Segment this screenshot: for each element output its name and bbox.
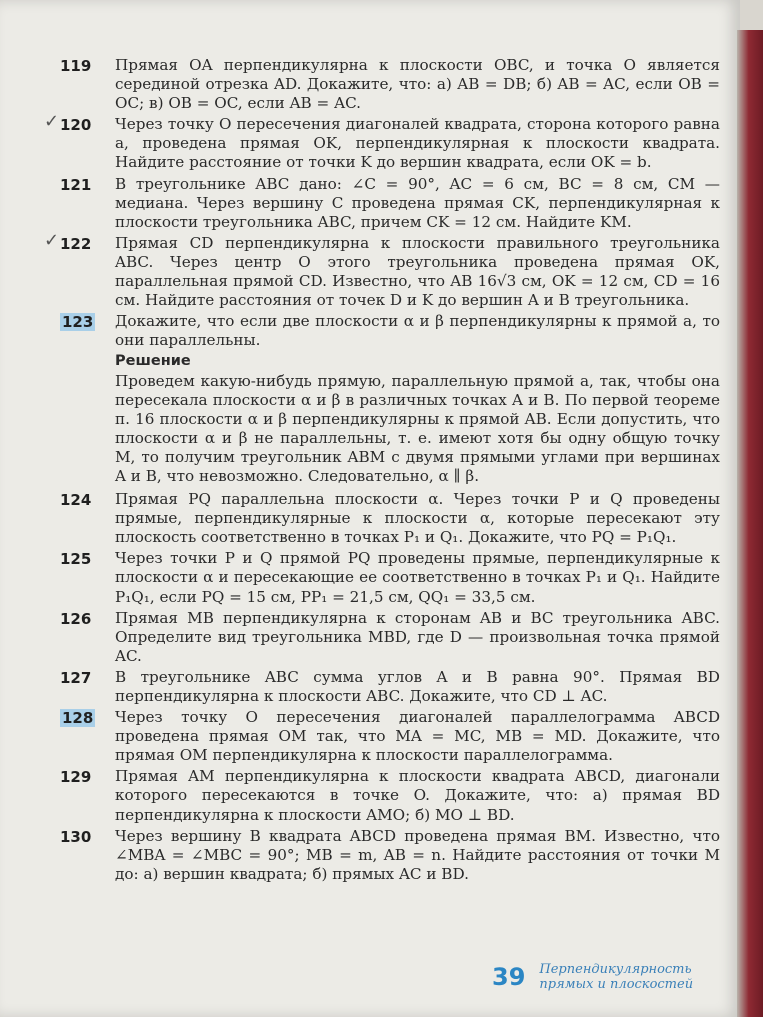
solution-block <box>115 352 720 486</box>
problem-122 <box>60 234 720 310</box>
problem-text: Прямая PQ параллельна плоскости α. Через точки P и Q проведены прямые, перпендикулярные к плоскости α, которые пересекают эту плоскость соответственно в точках P₁ и Q₁. Докажите, что PQ = P₁Q₁. <box>115 490 720 547</box>
problem-126 <box>60 609 720 666</box>
page-number: 39 <box>492 963 526 991</box>
solution-text: Проведем какую-нибудь прямую, параллельную прямой a, так, чтобы она пересекала плоскости α и β в различных точках A и B. По первой теореме п. 16 плоскости α и β перпендикулярны к прямой AB. Если допустить, что плоскости α и β не параллельны, т. е. имеют хотя бы одну общую точку M, то получим треугольник ABM с двумя прямыми углами при вершинах A и B, что невозможно. Следовательно, α ∥ β. <box>115 371 720 485</box>
problem-120 <box>60 115 720 172</box>
book-cover-edge <box>737 30 763 1017</box>
highlighted-number: 123 <box>62 313 94 332</box>
problem-text: Прямая OA перпендикулярна к плоскости OBC, и точка O является серединой отрезка AD. Докажите, что: а) AB = DB; б) AB = AC, если OB = OC; в) OB = OC, если AB = AC. <box>115 56 720 113</box>
problem-123 <box>60 312 720 350</box>
problem-text: Через точку O пересечения диагоналей параллелограмма ABCD проведена прямая OM так, что MA = MC, MB = MD. Докажите, что прямая OM перпендикулярна к плоскости параллелограмма. <box>115 708 720 765</box>
problem-130 <box>60 827 720 884</box>
problem-127 <box>60 668 720 706</box>
chapter-title-line2: прямых и плоскостей <box>539 977 694 992</box>
problem-number: 127 <box>60 668 92 687</box>
problem-text: Прямая AM перпендикулярна к плоскости квадрата ABCD, диагонали которого пересекаются в точке O. Докажите, что: а) прямая BD перпендикулярна к плоскости AMO; б) MO ⊥ BD. <box>115 767 720 824</box>
solution-heading: Решение <box>115 353 191 370</box>
problem-124 <box>60 490 720 547</box>
problem-121 <box>60 175 720 232</box>
problem-text: В треугольнике ABC сумма углов A и B равна 90°. Прямая BD перпендикулярна к плоскости ABC. Докажите, что CD ⊥ AC. <box>115 667 720 705</box>
problem-number: ✓ 122 <box>60 234 115 310</box>
problem-number: 129 <box>60 768 92 787</box>
problem-text: Через вершину B квадрата ABCD проведена прямая BM. Известно, что ∠MBA = ∠MBC = 90°; MB = m, AB = n. Найдите расстояния от точки M до: а) вершин квадрата; б) прямых AC и BD. <box>115 826 720 883</box>
problem-text: Докажите, что если две плоскости α и β перпендикулярны к прямой a, то они параллельны. <box>115 312 720 350</box>
problem-text: Прямая MB перпендикулярна к сторонам AB и BC треугольника ABC. Определите вид треугольника MBD, где D — произвольная точка прямой AC. <box>115 608 720 665</box>
problem-128 <box>60 708 720 765</box>
problem-number: 126 <box>60 609 92 628</box>
problems-list <box>60 56 720 886</box>
problem-number: 119 <box>60 57 92 75</box>
problem-number: ✓ 120 <box>60 115 115 172</box>
problem-number <box>60 708 115 765</box>
problem-129 <box>60 767 720 824</box>
problem-text: В треугольнике ABC дано: ∠C = 90°, AC = 6 см, BC = 8 см, CM — медиана. Через вершину C проведена прямая CK, перпендикулярная к плоскости треугольника ABC, причем CK = 12 см. Найдите KM. <box>115 174 720 231</box>
problem-text: Через точки P и Q прямой PQ проведены прямые, перпендикулярные к плоскости α и пересекающие ее соответственно в точках P₁ и Q₁. Найдите P₁Q₁, если PQ = 15 см, PP₁ = 21,5 см, QQ₁ = 33,5 см. <box>115 549 720 606</box>
problem-text: Прямая CD перпендикулярна к плоскости правильного треугольника ABC. Через центр O этого треугольника проведена прямая OK, параллельная прямой CD. Известно, что AB 16√3 см, OK = 12 см, CD = 16 см. Найдите расстояния от точек D и K до вершин A и B треугольника. <box>115 233 720 310</box>
problem-number: 124 <box>60 491 92 510</box>
problem-125 <box>60 549 720 606</box>
problem-number: 121 <box>60 175 92 194</box>
problem-number: 130 <box>60 827 92 846</box>
highlighted-number: 128 <box>62 709 94 728</box>
problem-119 <box>60 56 720 113</box>
chapter-title <box>539 962 693 992</box>
problem-text: Через точку O пересечения диагоналей квадрата, сторона которого равна a, проведена прямая OK, перпендикулярная к плоскости квадрата. Найдите расстояние от точки K до вершин квадрата, если OK = b. <box>115 115 720 172</box>
problem-number <box>60 312 115 350</box>
problem-number: 125 <box>60 550 92 569</box>
page-footer <box>492 962 693 992</box>
chapter-title-line1: Перпендикулярность <box>539 962 692 977</box>
